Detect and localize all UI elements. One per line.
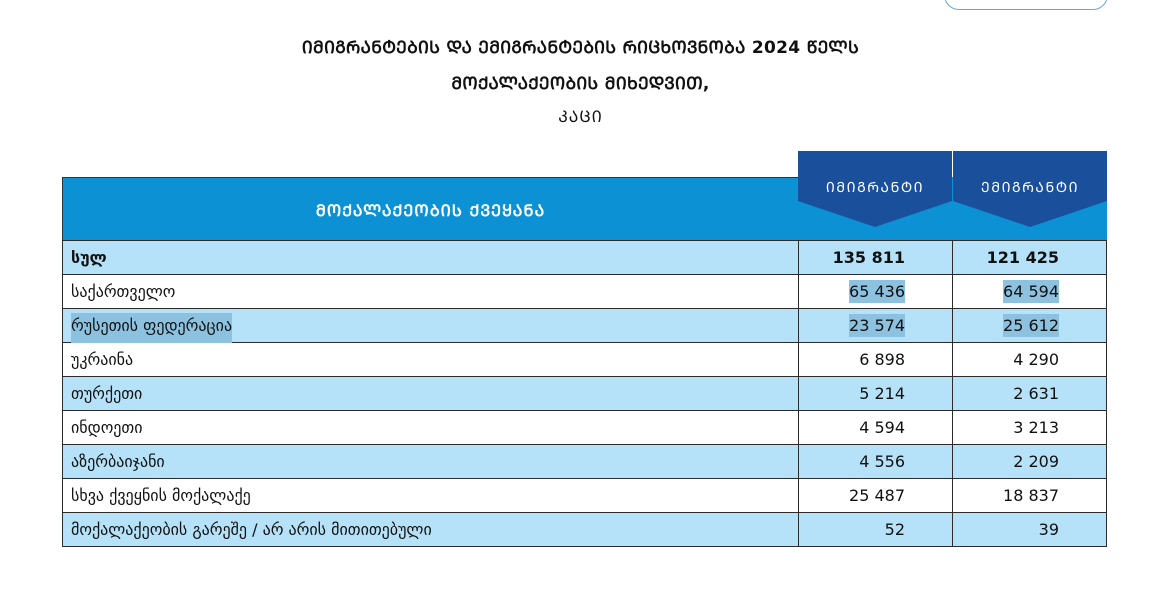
row-emigrants: 18 837 — [953, 479, 1107, 513]
row-name: საქართველო — [63, 275, 799, 309]
table-row — [63, 309, 1107, 343]
row-name: სულ — [63, 241, 799, 275]
table-row — [63, 275, 1107, 309]
row-emigrants: 39 — [953, 513, 1107, 547]
row-emigrants: 4 290 — [953, 343, 1107, 377]
top-pill-button[interactable] — [944, 0, 1108, 10]
selected-text[interactable]: 25 612 — [1003, 316, 1059, 335]
row-name: აზერბაიჯანი — [63, 445, 799, 479]
table-row-total — [63, 241, 1107, 275]
row-name: თურქეთი — [63, 377, 799, 411]
header-immigrants-column — [798, 151, 952, 241]
header-emigrants-label: ᲔᲛᲘᲒᲠᲐᲜᲢᲘ — [981, 180, 1079, 196]
unit-label: ᲙᲐᲪᲘ — [558, 107, 603, 126]
row-name: მოქალაქეობის გარეშე / არ არის მითითებული — [63, 513, 799, 547]
header-emigrants-column — [953, 151, 1107, 241]
row-name: უკრაინა — [63, 343, 799, 377]
row-emigrants — [953, 275, 1107, 309]
row-immigrants: 4 556 — [799, 445, 953, 479]
row-name: ინდოეთი — [63, 411, 799, 445]
row-immigrants: 6 898 — [799, 343, 953, 377]
row-name: სხვა ქვეყნის მოქალაქე — [63, 479, 799, 513]
row-emigrants: 3 213 — [953, 411, 1107, 445]
header-country-column — [62, 177, 798, 241]
table-row — [63, 411, 1107, 445]
table-row — [63, 343, 1107, 377]
page-title: ᲘᲛᲘᲒᲠᲐᲜᲢᲔᲑᲘᲡ ᲓᲐ ᲔᲛᲘᲒᲠᲐᲜᲢᲔᲑᲘᲡ ᲠᲘᲪᲮᲝᲕᲜᲝᲑᲐ 2024 ᲬᲔᲚᲡ — [301, 38, 860, 58]
row-immigrants: 4 594 — [799, 411, 953, 445]
header-country-label: ᲛᲝᲥᲐᲚᲐᲥᲔᲝᲑᲘᲡ ᲥᲕᲔᲧᲐᲜᲐ — [315, 200, 546, 220]
row-emigrants: 2 209 — [953, 445, 1107, 479]
row-name — [63, 309, 799, 343]
row-immigrants: 25 487 — [799, 479, 953, 513]
row-immigrants — [799, 275, 953, 309]
page-subtitle: ᲛᲝᲥᲐᲚᲐᲥᲔᲝᲑᲘᲡ ᲛᲘᲮᲔᲓᲕᲘᲗ, — [451, 74, 710, 94]
table-row — [63, 445, 1107, 479]
selected-text[interactable]: 23 574 — [849, 316, 905, 335]
row-immigrants: 52 — [799, 513, 953, 547]
selected-text[interactable]: 65 436 — [849, 282, 905, 301]
row-immigrants — [799, 309, 953, 343]
table-row — [63, 479, 1107, 513]
row-immigrants: 5 214 — [799, 377, 953, 411]
table-row — [63, 513, 1107, 547]
table-row — [63, 377, 1107, 411]
data-table — [62, 240, 1107, 547]
row-immigrants: 135 811 — [799, 241, 953, 275]
row-emigrants — [953, 309, 1107, 343]
row-emigrants: 2 631 — [953, 377, 1107, 411]
header-immigrants-label: ᲘᲛᲘᲒᲠᲐᲜᲢᲘ — [825, 180, 925, 196]
row-emigrants: 121 425 — [953, 241, 1107, 275]
selected-text[interactable]: რუსეთის ფედერაცია — [71, 313, 232, 343]
selected-text[interactable]: 64 594 — [1003, 282, 1059, 301]
